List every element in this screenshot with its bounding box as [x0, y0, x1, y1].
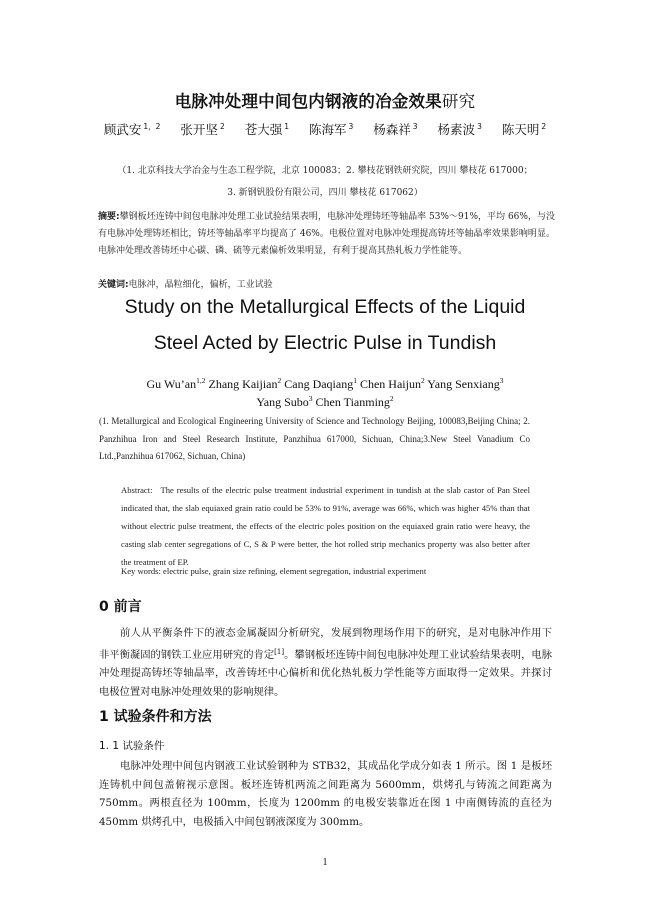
english-title-line1: Study on the Metallurgical Effects of the Liquid	[124, 296, 526, 318]
english-abstract	[121, 481, 530, 571]
english-keywords: Key words: electric pulse, grain size refining, element segregation, industrial experiment	[121, 566, 427, 576]
chinese-abstract	[98, 209, 555, 260]
english-authors-line1	[0, 376, 650, 392]
subsection-heading-conditions: 1. 1 试验条件	[99, 740, 165, 752]
chinese-keywords-label: 关键词:	[98, 280, 129, 290]
chinese-title	[0, 88, 650, 112]
english-affiliations: (1. Metallurgical and Ecological Engineering University of Science and Technology Beijing, 100083,Beijing China; 2. Panzhihua Iron and Steel Research Institute, Panzhihua 617000, Sichuan, China;3.New Steel Vanadium Co Ltd.,Panzhihua 617062, Sichuan, China)	[99, 416, 530, 461]
chinese-author: 顾武安 $^{1,2}$	[103, 122, 161, 137]
chinese-author: 陈海军 $^3$	[308, 122, 354, 137]
chinese-affiliation-line1: （1. 北京科技大学冶金与生态工程学院，北京 100083；2. 攀枝花钢铁研究院，四川 攀枝花 617000；	[117, 166, 533, 176]
chinese-author: 苍大强 $^1$	[244, 122, 289, 137]
chinese-keywords-text: 电脉冲，晶粒细化，偏析，工业试验	[128, 280, 273, 290]
conditions-paragraph: 电脉冲处理中间包内钢液工业试验钢种为 STB32，其成品化学成分如表 1 所示。图 1 是板坯连铸机中间包盖俯视示意图。板坯连铸机两流之间距离为 5600mm，烘烤孔与铸流之间距离为 750mm。两根直径为 100mm，长度为 1200mm 的电极安装靠近在图 1 中南侧铸流的直径为 450mm 烘烤孔中，电极插入中间包钢液深度为 300mm。	[99, 760, 552, 828]
english-author: Yang Subo$^3$	[256, 394, 313, 409]
english-title-line2: Steel Acted by Electric Pulse in Tundish	[153, 332, 497, 354]
english-author: Gu Wu’an$^{1,2}$	[146, 376, 206, 391]
english-author: Chen Tianming$^2$	[315, 394, 394, 409]
chinese-title-tail: 研究	[441, 92, 476, 111]
chinese-author: 杨森祥 $^3$	[373, 122, 418, 137]
english-author: Yang Senxiang$^3$	[427, 376, 504, 391]
chinese-author: 陈天明 $^2$	[501, 122, 547, 137]
chinese-abstract-text: 攀钢板坯连铸中间包电脉冲处理工业试验结果表明，电脉冲处理铸坯等轴晶率 53%～91%，平均 66%，与没有电脉冲处理铸坯相比，铸坯等轴晶率平均提高了 46%。电极位置对电脉冲处理提高铸坯等轴晶率效果影响明显。电脉冲处理改善铸坯中心碳、磷、硫等元素偏析效果明显，有利于提高其热轧板力学性能等。	[98, 212, 555, 256]
english-authors-line2	[0, 394, 650, 410]
chinese-author: 杨素波 $^3$	[437, 122, 482, 137]
section-heading-methods: 1 试验条件和方法	[99, 709, 212, 725]
preface-paragraph: 前人从平衡条件下的液态金属凝固分析研究，发展到物理场作用下的研究，是对电脉冲作用下非平衡凝固的钢铁工业应用研究的肯定[1]。攀钢板坯连铸中间包电脉冲处理工业试验结果表明，电脉冲处理提高铸坯等轴晶率，改善铸坯中心偏析和优化热轧板力学性能等方面取得一定效果。并探讨电极位置对电脉冲处理效果的影响规律。	[99, 627, 553, 698]
chinese-abstract-label: 摘要:	[98, 212, 120, 222]
chinese-author: 张开坚 $^2$	[180, 122, 225, 137]
chinese-title-bold: 电脉冲处理中间包内钢液的冶金效果	[174, 92, 442, 111]
citation-ref[interactable]: [1]	[274, 647, 285, 656]
chinese-keywords	[98, 277, 555, 290]
section-heading-preface: 0 前言	[99, 599, 142, 615]
english-abstract-label: Abstract:	[121, 485, 153, 495]
english-author: Chen Haijun$^2$	[359, 376, 425, 391]
chinese-authors	[0, 120, 650, 138]
page-number: 1	[322, 857, 328, 868]
english-abstract-text: The results of the electric pulse treatment industrial experiment in tundish at the slab castor of Pan Steel indicated that, the slab equiaxed grain ratio could be 53% to 91%, average was 66%, which was higher 45% than that without electric pulse treatment, the effects of the electric poles position on the equiaxed grain ratio were heavy, the casting slab center segregations of C, S & P were better, the hot rolled strip mechanics property was also better after the treatment of EP.	[121, 485, 530, 567]
chinese-affiliation-line2: 3. 新钢钒股份有限公司，四川 攀枝花 617062）	[227, 188, 423, 198]
english-author: Zhang Kaijian$^2$	[208, 376, 282, 391]
english-author: Cang Daqiang$^1$	[284, 376, 357, 391]
